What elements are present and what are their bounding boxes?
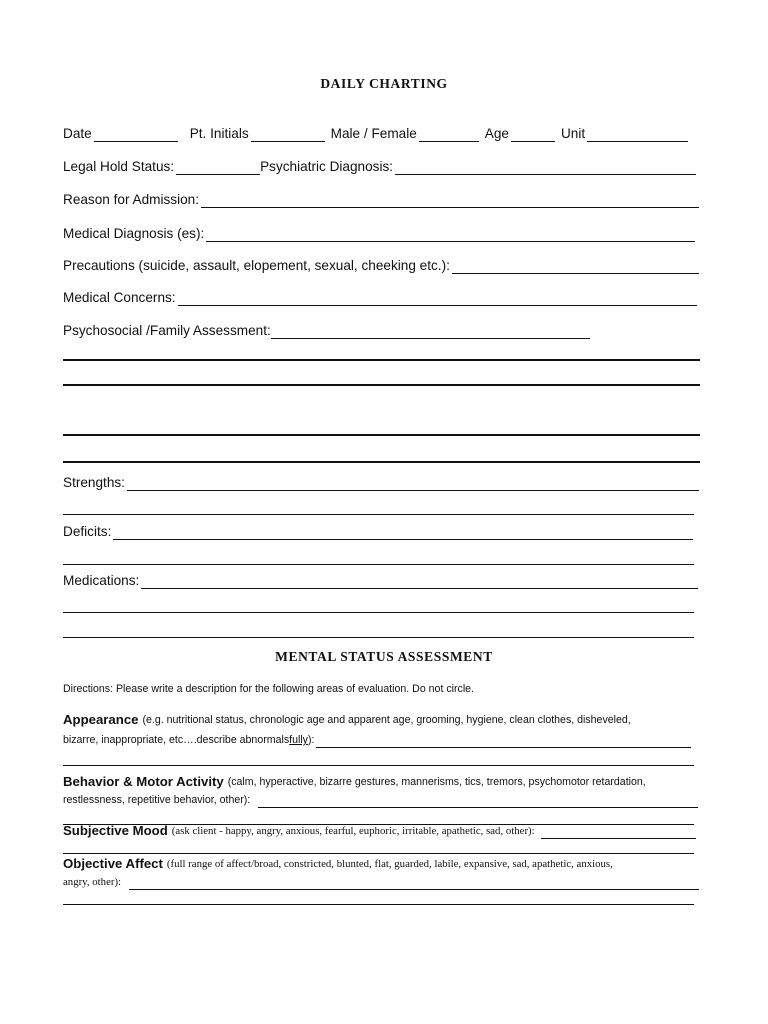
- directions-text: Directions: Please write a description for the following areas of evaluation. Do not circle.: [63, 683, 475, 695]
- medical-dx-label: Medical Diagnosis (es):: [63, 226, 205, 241]
- reason-admission-field[interactable]: [201, 195, 699, 208]
- medications-field[interactable]: [141, 576, 698, 589]
- objective-affect-row-1: [63, 856, 701, 872]
- objective-affect-desc-1: (full range of affect/broad, constricted, blunted, flat, guarded, labile, expansive, sad, apathetic, anxious,: [166, 858, 613, 870]
- appearance-desc-fully: fully: [289, 734, 308, 746]
- legal-hold-label: Legal Hold Status:: [63, 159, 175, 174]
- psychosocial-label: Psychosocial /Family Assessment:: [63, 323, 271, 338]
- psychosocial-row: [63, 323, 590, 339]
- appearance-desc-2: bizarre, inappropriate, etc….describe abnormals: [63, 734, 290, 746]
- psych-dx-label: Psychiatric Diagnosis:: [260, 159, 394, 174]
- deficits-field[interactable]: [113, 527, 693, 540]
- medications-line-3[interactable]: [63, 637, 694, 638]
- precautions-row: [63, 258, 699, 274]
- behavior-label: Behavior & Motor Activity: [63, 774, 224, 789]
- behavior-desc-2: restlessness, repetitive behavior, other):: [63, 794, 251, 806]
- pt-initials-label: Pt. Initials: [189, 126, 249, 141]
- subjective-mood-row: [63, 823, 696, 839]
- precautions-label: Precautions (suicide, assault, elopement, sexual, cheeking etc.):: [63, 258, 450, 273]
- strengths-label: Strengths:: [63, 475, 125, 490]
- legal-hold-row: [63, 159, 696, 175]
- medications-label: Medications:: [63, 573, 140, 588]
- age-label: Age: [484, 126, 509, 141]
- medical-dx-row: [63, 226, 695, 242]
- appearance-desc-end: ):: [307, 734, 315, 746]
- psychosocial-line-3[interactable]: [63, 434, 700, 436]
- objective-affect-line-2[interactable]: [63, 904, 694, 905]
- objective-affect-desc-2: angry, other):: [63, 876, 122, 888]
- strengths-row: [63, 475, 699, 491]
- behavior-field[interactable]: [258, 795, 698, 808]
- appearance-field[interactable]: [316, 735, 691, 748]
- appearance-row-1: [63, 712, 701, 728]
- identification-row: [63, 126, 688, 142]
- objective-affect-row-2: [63, 874, 699, 890]
- psychosocial-line-1[interactable]: [63, 359, 700, 361]
- subjective-mood-label: Subjective Mood: [63, 823, 168, 838]
- subjective-mood-desc: (ask client - happy, angry, anxious, fearful, euphoric, irritable, apathetic, sad, other):: [171, 825, 535, 837]
- behavior-desc-1: (calm, hyperactive, bizarre gestures, mannerisms, tics, tremors, psychomotor retardation,: [227, 776, 646, 788]
- deficits-row: [63, 524, 693, 540]
- sex-label: Male / Female: [330, 126, 417, 141]
- mental-status-title: MENTAL STATUS ASSESSMENT: [275, 649, 493, 664]
- objective-affect-label: Objective Affect: [63, 856, 163, 871]
- medications-line-2[interactable]: [63, 612, 694, 613]
- unit-label: Unit: [560, 126, 586, 141]
- behavior-row-1: [63, 774, 701, 790]
- behavior-row-2: [63, 792, 698, 808]
- appearance-line-2[interactable]: [63, 765, 694, 766]
- psych-dx-field[interactable]: [395, 162, 696, 175]
- objective-affect-field[interactable]: [129, 877, 699, 890]
- medical-dx-field[interactable]: [206, 229, 695, 242]
- reason-admission-label: Reason for Admission:: [63, 192, 200, 207]
- psychosocial-field[interactable]: [271, 326, 590, 339]
- appearance-desc-1: (e.g. nutritional status, chronologic age and apparent age, grooming, hygiene, clean clothes, disheveled,: [142, 714, 631, 726]
- date-label: Date: [63, 126, 92, 141]
- deficits-line-2[interactable]: [63, 564, 694, 565]
- sex-field[interactable]: [419, 129, 479, 142]
- strengths-line-2[interactable]: [63, 514, 694, 515]
- age-field[interactable]: [511, 129, 555, 142]
- form-title: DAILY CHARTING: [320, 76, 448, 91]
- psychosocial-line-2[interactable]: [63, 384, 700, 386]
- appearance-label: Appearance: [63, 712, 139, 727]
- date-field[interactable]: [94, 129, 178, 142]
- legal-hold-field[interactable]: [176, 162, 260, 175]
- deficits-label: Deficits:: [63, 524, 112, 539]
- appearance-row-2: [63, 732, 691, 748]
- pt-initials-field[interactable]: [251, 129, 325, 142]
- medical-concerns-row: [63, 290, 697, 306]
- strengths-field[interactable]: [127, 478, 699, 491]
- medical-concerns-label: Medical Concerns:: [63, 290, 176, 305]
- subjective-mood-field[interactable]: [541, 826, 696, 839]
- psychosocial-line-4[interactable]: [63, 461, 700, 463]
- unit-field[interactable]: [587, 129, 688, 142]
- reason-admission-row: [63, 192, 699, 208]
- medications-row: [63, 573, 698, 589]
- precautions-field[interactable]: [452, 261, 699, 274]
- subjective-mood-line-2[interactable]: [63, 853, 694, 854]
- medical-concerns-field[interactable]: [178, 293, 697, 306]
